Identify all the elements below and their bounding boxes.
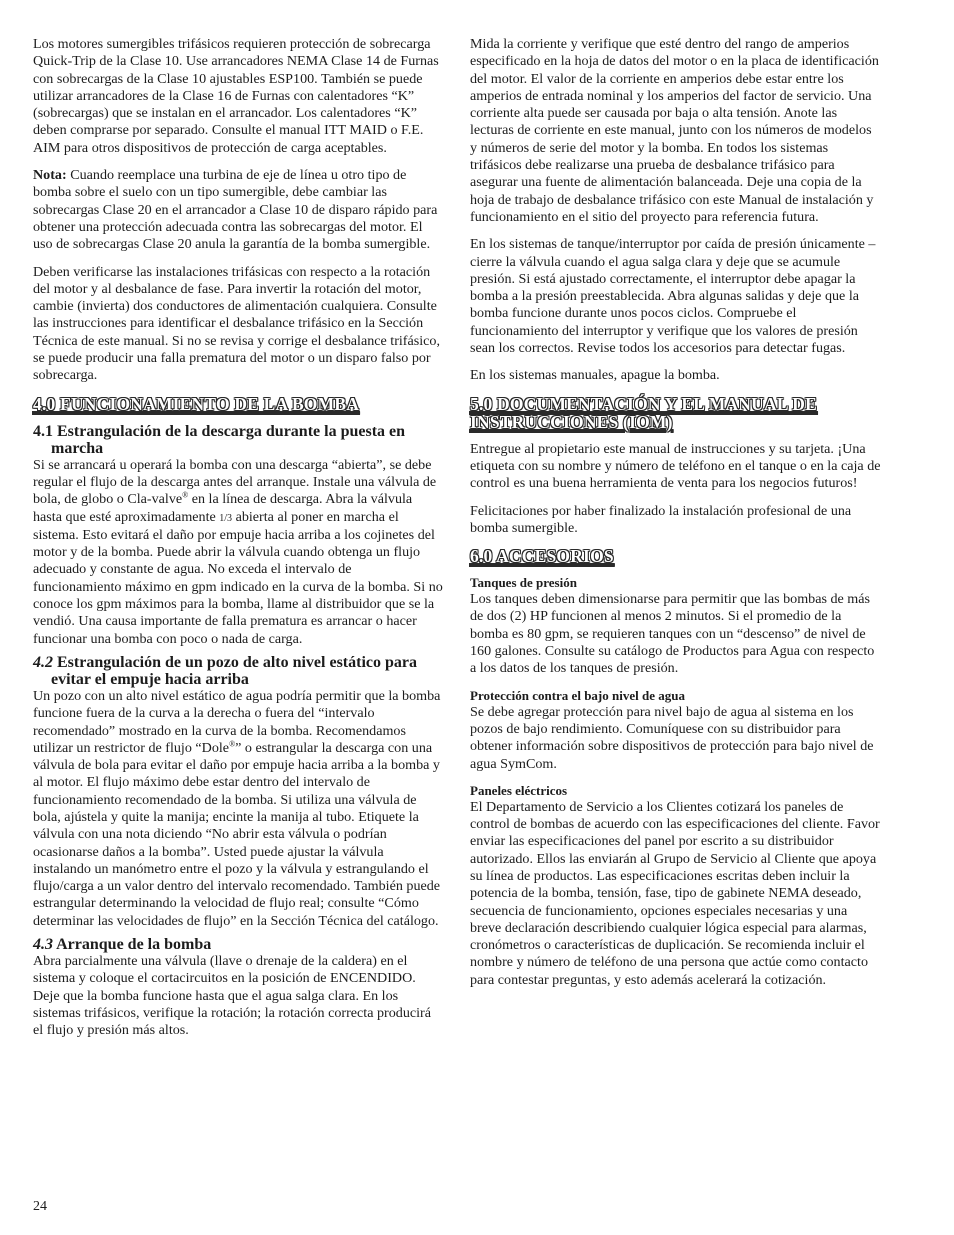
section-4-1-title: Estrangulación de la descarga durante la puesta en marcha [51,422,406,457]
note-paragraph [33,167,443,253]
current-measurement-paragraph: Mida la corriente y verifique que esté dentro del rango de amperios especificado en la hoja de datos del motor o en la placa de identificación del motor. El valor de la corriente en amperios debe estar entre los amperios de entrada nominal y los amperios del factor de servicio. Una corriente alta puede ser causada por baja o alta tensión. Anote las lecturas de corriente en este manual, junto con los números de modelos y números de serie del motor y la bomba. En todos los sistemas trifásicos debe realizarse una prueba de desbalance trifásico para asegurar una fuente de alimentación balanceada. Deje una copia de la hoja de trabajo de desbalance trifásico con este Manual de instalación y funcionamiento en el sitio del proyecto para referencia futura. [470,36,879,225]
manual-systems-paragraph: En los sistemas manuales, apague la bomba. [470,367,720,384]
overload-protection-paragraph: Los motores sumergibles trifásicos requieren protección de sobrecarga Quick-Trip de la Clase 10. Use arrancadores NEMA Clase 14 de Furnas con sobrecargas de la Clase 10 ajustables ESP100. También se puede utilizar arrancadores de la Clase 16 de Furnas con calentadores “K” (sobrecargas) que se instalan en el arrancador. Los calentadores “K” deben comprarse por separado. Consulte el manual ITT MAID o F.E. AIM para otros dispositivos de protección de carga aceptables. [33,36,439,156]
section-4-2-text-b: ” o estrangular la descarga con una válvula de bola para evitar el daño por empuje hacia arriba a la bomba y al motor. El flujo máximo debe estar dentro del intervalo de funcionamiento recomendado de la bomba. Si utiliza una válvula de bola, ajústela y quite la manija; encinte la manija al tubo. Etiquete la válvula con una nota diciendo “No abrir esta válvula o podrían ocasionarse daños a la bomba”. Usted puede ajustar la válvula instalando un manómetro entre el pozo y la válvula y estrangulando el flujo/carga a un valor dentro del intervalo recomendado. También puede estrangular determinando la velocidad de flujo real; consulte “Cómo determinar las velocidades de flujo” en la Sección Técnica del catálogo. [33,739,441,929]
section-4-2-text-a: Un pozo con un alto nivel estático de agua podría permitir que la bomba funcione fuera de la curva a la derecha o fuera del “intervalo recomendado” mostrado en la curva de la bomba. Recomendamos utilizar un restrictor de flujo “Dole [33,687,441,756]
section-4-1-text-c: abierta al poner en marcha el sistema. Esto evitará el daño por empuje hacia arriba a los cojinetes del motor y de la bomba. Puede abrir la válvula cuando obtenga un flujo adecuado y constante de agua. No exceda el intervalo de funcionamiento máximo en gpm indicado en la curva de la bomba. Si no conoce los gpm máximos para la bomba, llame al distribuidor que se la vendió. Una causa importante de falla prematura es arrancar o hacer funcionar una bomba con poco o nada de carga. [33,508,443,647]
fraction-one-third: 1/3 [219,512,233,524]
electrical-panels-heading: Paneles eléctricos [470,782,568,798]
section-4-2-heading [33,654,443,688]
page-number: 24 [33,1199,47,1214]
section-4-2-title: Estrangulación de un pozo de alto nivel estático para evitar el empuje hacia arriba [51,653,418,688]
section-4-heading: 4.0 FUNCIONAMIENTO DE LA BOMBA [33,393,360,414]
note-text: Cuando reemplace una turbina de eje de línea u otro tipo de bomba sobre el suelo con un tipo sumergible, debe cambiar las sobrecargas Clase 20 en el arrancador a Clase 10 de disparo rápido para obtener una protección adecuada contra las sobrecargas del motor. El uso de sobrecargas Clase 20 anula la garantía de la bomba sumergible. [33,167,438,253]
section-4-1-number: 4.1 [33,422,53,440]
registered-mark: ® [229,739,236,749]
pressure-tanks-text: Los tanques deben dimensionarse para permitir que las bombas de más de dos (2) HP funcionen al menos 2 minutos. Si el promedio de la bomba es 80 gpm, se requieren tanques con un “descenso” de nivel de 160 galones. Consulte su catálogo de Productos para Agua con respecto a los datos de los tanques de presión. [470,591,875,677]
left-column [33,36,443,1050]
section-4-2-number: 4.2 [33,653,53,671]
low-water-text: Se debe agregar protección para nivel bajo de agua al sistema en los pozos de bajo rendimiento. Comuníquese con su distribuidor para obtener información sobre dispositivos de protección para bajo nivel de agua SymCom. [470,703,874,772]
section-6-heading: 6.0 ACCESORIOS [470,546,614,567]
section-4-3-title: Arranque de la bomba [56,936,212,954]
electrical-panels-text: El Departamento de Servicio a los Clientes cotizará los paneles de control de bombas de acuerdo con las especificaciones del cliente. Favor enviar las especificaciones del panel por escrito a su distribuidor autorizado. Ellos las enviarán al Grupo de Servicio al Cliente que apoya su línea de productos. Las especificaciones escritas deben incluir la potencia de la bomba, tensión, fase, tipo de gabinete NEMA deseado, secuencia de funcionamiento, opciones especiales necesarias y una breve declaración describiendo cualquier lógica especial para alarmas, cronómetros o características de duplicación. Se recomienda incluir el nombre y número de teléfono de una persona que actúe como contacto para contestar preguntas, y esto además acelerará la cotización. [470,798,880,988]
section-5-paragraph-1: Entregue al propietario este manual de instrucciones y su tarjeta. ¡Una etiqueta con su nombre y número de teléfono en el tanque o en la caja de control es una buena herramienta de venta para los negocios futuros! [470,440,881,492]
note-label: Nota: [33,167,67,184]
rotation-paragraph: Deben verificarse las instalaciones trifásicas con respecto a la rotación del motor y al desbalance de fase. Para invertir la rotación del motor, cambie (invierta) dos conductores de alimentación cualquiera. Consulte las instrucciones para identificar el desbalance trifásico en la Sección Técnica de este manual. Si no se revisa y corrige el desbalance trifásico, se puede producir una falla prematura del motor o un disparo falso por sobrecarga. [33,263,440,384]
section-4-1-text-b: en la línea de descarga. Abra la válvula hasta que esté aproximadamente [33,491,413,525]
section-4-2-text [33,688,443,930]
right-column [470,36,882,999]
section-4-1-text-a: Si se arrancará u operará la bomba con una descarga “abierta”, se debe regular el flujo de la descarga antes del arranque. Instale una válvula de bola, de globo o Cla-valve [33,456,437,508]
section-4-1-text [33,457,443,648]
section-4-3-number: 4.3 [33,936,53,954]
pressure-switch-paragraph: En los sistemas de tanque/interruptor por caída de presión únicamente – cierre la válvula cuando el agua salga clara y deje que se acumule presión. Si está ajustado correctamente, el interruptor debe apagar la bomba a la presión preestablecida. Abra algunas salidas y deje que la bomba funcione durante unos pocos ciclos. Compruebe el funcionamiento del interruptor y verifique que los valores de presión sean los correctos. Revise todos los accesorios para detectar fugas. [470,236,876,357]
section-4-3-heading [33,936,443,953]
section-5-heading: 5.0 DOCUMENTACIÓN Y EL MANUAL DE INSTRUCCIONES (IOM) [470,393,818,432]
section-4-3-text: Abra parcialmente una válvula (llave o drenaje de la caldera) en el sistema y coloque el cortacircuitos en la posición de ENCENDIDO. Deje que la bomba funcione hasta que el agua salga clara. En los sistemas trifásicos, verifique la rotación; la rotación correcta producirá el flujo y presión más altos. [33,953,431,1039]
low-water-heading: Protección contra el bajo nivel de agua [470,687,685,703]
pressure-tanks-heading: Tanques de presión [470,575,577,591]
section-5-paragraph-2: Felicitaciones por haber finalizado la instalación profesional de una bomba sumergible. [470,502,852,536]
section-4-1-heading [33,423,443,457]
registered-mark: ® [182,490,189,500]
